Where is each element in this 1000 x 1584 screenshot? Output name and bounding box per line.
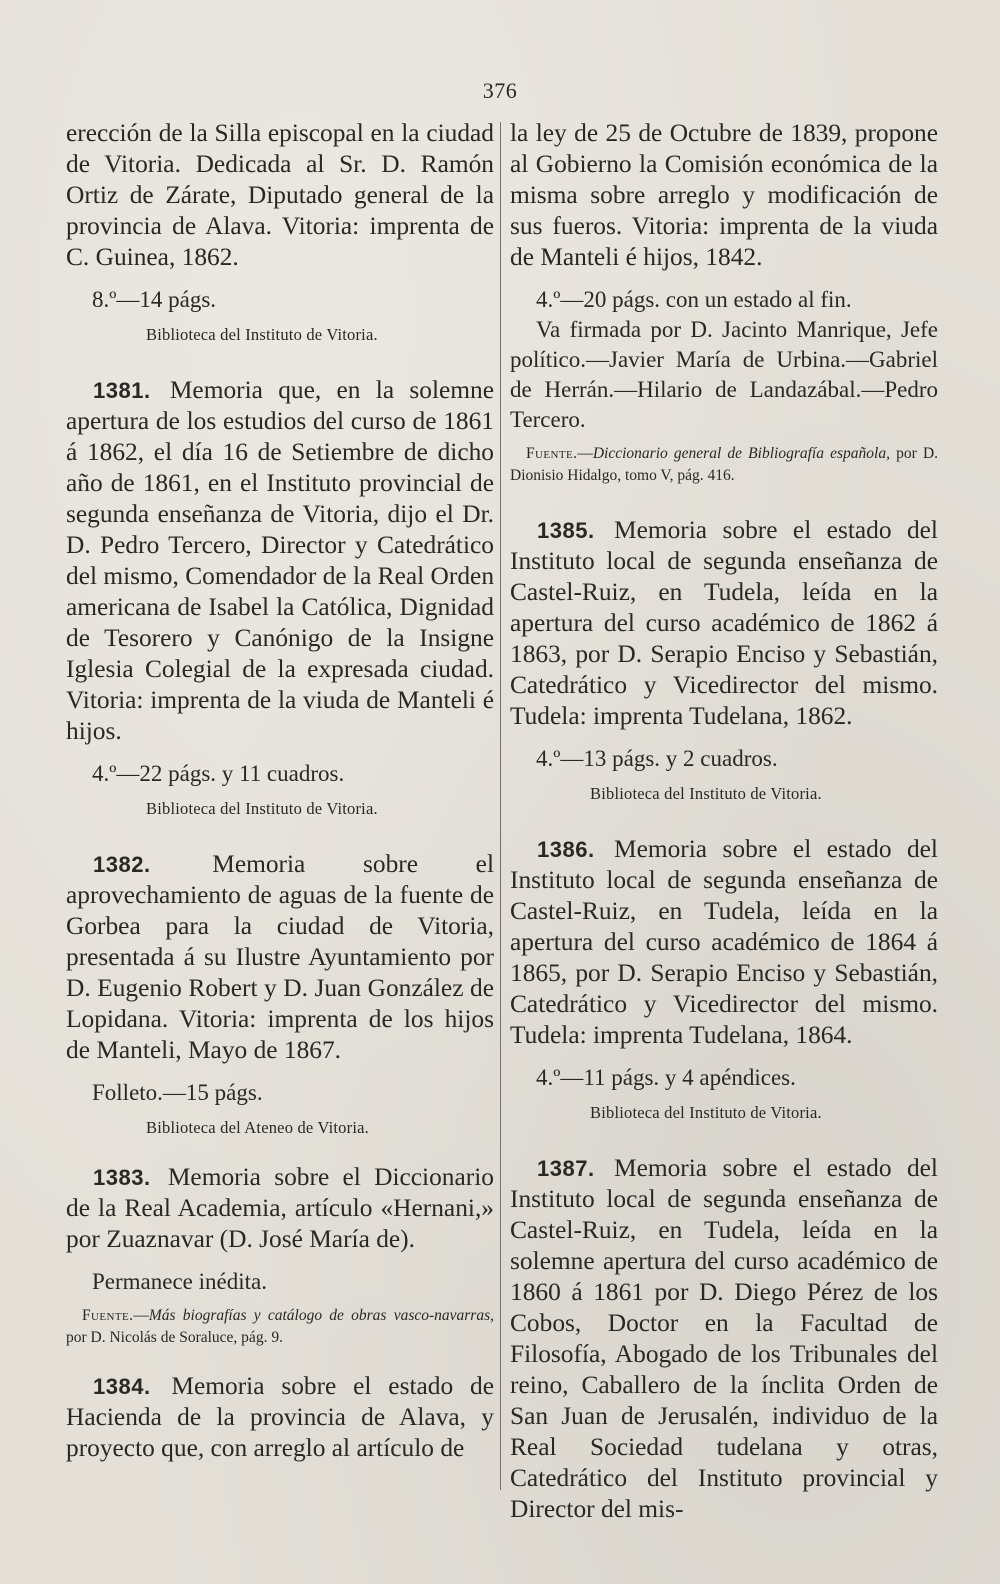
entry-1385 (510, 515, 938, 806)
source-title: Más biografías y catálogo de obras vasco-navarras, (148, 1307, 494, 1324)
entry-text: erección de la Silla episcopal en la ciudad de Vitoria. Dedicada al Sr. D. Ramón Ortiz de Zárate, Diputado general de la provincia de Alava. Vitoria: imprenta de C. Guinea, 1862. (66, 119, 494, 271)
entry-number: 1387. (537, 1156, 595, 1181)
entry-1381 (66, 375, 494, 821)
entry-text: Memoria sobre el aprovechamiento de aguas de la fuente de Gorbea para la ciudad de Vitoria, presentada á su Ilustre Ayuntamiento por D. Eugenio Robert y D. Juan González de Lopidana. Vitoria: imprenta de los hijos de Manteli, Mayo de 1867. (66, 850, 494, 1064)
entry-text: Memoria sobre el Diccionario de la Real Academia, artículo «Hernani,» por Zuaznavar (D. José María de). (66, 1163, 494, 1253)
entry-1387 (510, 1153, 938, 1525)
entry-text: Memoria que, en la solemne apertura de los estudios del curso de 1861 á 1862, el día 16 de Setiembre de dicho año de 1861, en el Instituto provincial de segunda enseñanza de Vitoria, dijo el Dr. D. Pedro Tercero, Director y Catedrático del mismo, Comendador de la Real Orden americana de Isabel la Católica, Dignidad de Tesorero y Canónigo de la Insigne Iglesia Colegial de la expresada ciudad. Vitoria: imprenta de la viuda de Manteli é hijos. (66, 376, 495, 745)
entry-source: Fuente.—Más biografías y catálogo de obras vasco-navarras, por D. Nicolás de Soraluce, pág. 9. (66, 1307, 494, 1346)
entry-number: 1381. (93, 378, 151, 403)
entry-format: Permanece inédita. (92, 1269, 267, 1294)
entry-continuation-right (510, 118, 938, 487)
entry-library: Biblioteca del Instituto de Vitoria. (146, 325, 378, 344)
entry-format: 4.º—22 págs. y 11 cuadros. (92, 761, 345, 786)
entry-1386 (510, 834, 938, 1125)
entry-format: 4.º—13 págs. y 2 cuadros. (536, 746, 778, 771)
entry-1384 (66, 1371, 494, 1464)
entry-format (510, 285, 938, 435)
entry-number: 1382. (93, 852, 151, 877)
entry-format: 4.º—11 págs. y 4 apéndices. (536, 1065, 796, 1090)
entry-text: Memoria sobre el estado del Instituto local de segunda enseñanza de Castel-Ruiz, en Tudela, leída en la solemne apertura del curso académico de 1860 á 1861 por D. Diego Pérez de los Cobos, Doctor en la Facultad de Filosofía, Abogado de los Tribunales del reino, Caballero de la ínclita Orden de San Juan de Jerusalén, individuo de la Real Sociedad tudelana y otras, Catedrático del Instituto provincial y Director del mis- (510, 1154, 938, 1523)
source-details: por D. Nicolás de Soraluce, pág. 9. (66, 1329, 283, 1346)
entry-text: Memoria sobre el estado de Hacienda de la provincia de Alava, y proyecto que, con arreglo al artículo de (66, 1372, 494, 1462)
source-details: por D. Dionisio Hidalgo, tomo V, pág. 416. (510, 445, 939, 484)
entry-library: Biblioteca del Instituto de Vitoria. (146, 799, 378, 818)
entry-number: 1384. (93, 1374, 151, 1399)
entry-1382 (66, 849, 494, 1140)
entry-format: 8.º—14 págs. (92, 287, 217, 312)
right-column (510, 118, 938, 1525)
entry-text: la ley de 25 de Octubre de 1839, propone al Gobierno la Comisión económica de la misma sobre arreglo y modificación de sus fueros. Vitoria: imprenta de la viuda de Manteli é hijos, 1842. (510, 119, 938, 271)
entry-number: 1383. (93, 1165, 151, 1190)
entry-format: Folleto.—15 págs. (92, 1080, 263, 1105)
signatories: Va firmada por D. Jacinto Manrique, Jefe político.—Javier María de Urbina.—Gabriel de Herrán.—Hilario de Landazábal.—Pedro Tercero. (510, 317, 938, 432)
entry-text: Memoria sobre el estado del Instituto local de segunda enseñanza de Castel-Ruiz, en Tudela, leída en la apertura del curso académico de 1864 á 1865, por D. Serapio Enciso y Sebastián, Catedrático y Vicedirector del mismo. Tudela: imprenta Tudelana, 1864. (510, 835, 938, 1049)
entry-library: Biblioteca del Instituto de Vitoria. (590, 1103, 822, 1122)
entry-text: Memoria sobre el estado del Instituto local de segunda enseñanza de Castel-Ruiz, en Tudela, leída en la apertura del curso académico de 1862 á 1863, por D. Serapio Enciso y Sebastián, Catedrático y Vicedirector del mismo. Tudela: imprenta Tudelana, 1862. (510, 516, 938, 730)
entry-library: Biblioteca del Ateneo de Vitoria. (146, 1118, 369, 1137)
format-line: 4.º—20 págs. con un estado al fin. (536, 287, 852, 312)
entry-library: Biblioteca del Instituto de Vitoria. (590, 784, 822, 803)
entry-number: 1385. (537, 518, 595, 543)
entry-continuation-left (66, 118, 494, 347)
entry-source: Fuente.—Diccionario general de Bibliografía española, por D. Dionisio Hidalgo, tomo V, pág. 416. (510, 445, 939, 484)
source-label: Fuente. (82, 1307, 134, 1324)
column-divider (500, 122, 501, 1490)
entry-number: 1386. (537, 837, 595, 862)
left-column (66, 118, 494, 1464)
entry-1383 (66, 1162, 494, 1349)
page-number: 376 (482, 78, 518, 103)
source-title: Diccionario general de Bibliografía española, (592, 445, 890, 462)
source-label: Fuente. (526, 445, 578, 462)
